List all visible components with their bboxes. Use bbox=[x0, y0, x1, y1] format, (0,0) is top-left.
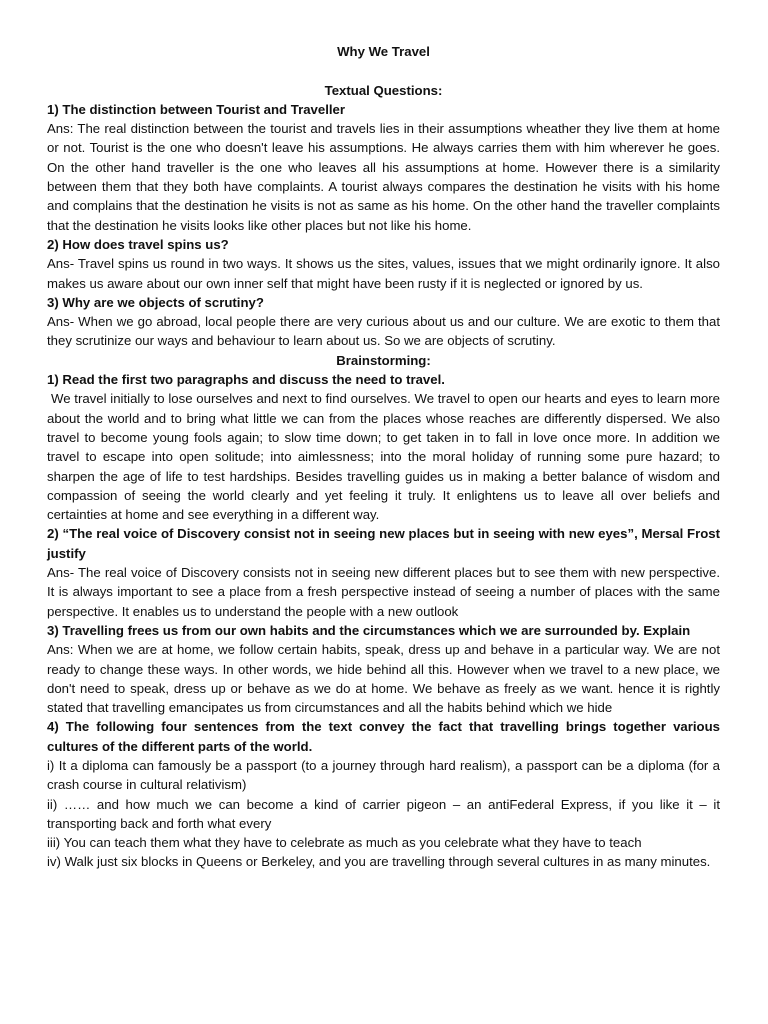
brainstorming-question-2: 2) “The real voice of Discovery consist not in seeing new places but in seeing with new eyes”, Mersal Frost justify bbox=[47, 526, 720, 561]
quote-item-1: i) It a diploma can famously be a passport (to a journey through hard realism), a passport can be a diploma (for a crash course in cultural relativism) bbox=[47, 757, 720, 793]
brainstorming-question-1: 1) Read the first two paragraphs and discuss the need to travel. bbox=[47, 372, 445, 388]
quote-item-2: ii) …… and how much we can become a kind of carrier pigeon – an antiFederal Express, if you like it – it transporting back and forth what every bbox=[47, 796, 720, 831]
document-title: Why We Travel bbox=[337, 44, 430, 59]
brainstorming-answer-3: Ans: When we are at home, we follow certain habits, speak, dress up and behave in a particular way. We are not ready to change these ways. In other words, we hide behind all this. However when we travel to a new place, we don't need to speak, dress up or behave as we do at home. We behave as freely as we want. hence it is rightly stated that travelling emancipates us from circumstances and all the habits behind which we hide bbox=[47, 642, 720, 716]
textual-answer-2: Ans- Travel spins us round in two ways. It shows us the sites, values, issues that we might ordinarily ignore. It also makes us aware about our own inner self that might have been rusty if it is neglected or ignored by us. bbox=[47, 256, 720, 291]
brainstorming-heading: Brainstorming: bbox=[336, 352, 431, 368]
brainstorming-answer-1: We travel initially to lose ourselves and next to find ourselves. We travel to open our hearts and eyes to learn more about the world and to bring what little we can from the places whose reaches are differently dispersed. We also travel to become young fools again; to slow time down; to get taken in to fall in love once more. In addition we travel to escape into open solitude; into aimlessness; into the moral holiday of running some pure hazard; to sharpen the age of life to test hardships. Besides travelling guides us in making a better balance of wisdom and compassion of seeing the world clearly and yet feeling it truly. It enlightens us to leave all over beliefs and certainties at home and see everything in a different way. bbox=[47, 391, 720, 523]
quote-item-3: iii) You can teach them what they have to celebrate as much as you celebrate what they have to teach bbox=[47, 835, 642, 851]
textual-answer-3: Ans- When we go abroad, local people there are very curious about us and our culture. We are exotic to them that they scrutinize our ways and behaviour to learn about us. So we are objects of scrutiny. bbox=[47, 314, 720, 349]
textual-question-2: 2) How does travel spins us? bbox=[47, 236, 229, 252]
textual-answer-1: Ans: The real distinction between the tourist and travels lies in their assumptions wheather they live them at home or not. Tourist is the one who doesn't leave his assumptions. He always carries them with him wherever he goes. On the other hand traveller is the one who leaves all his assumptions at home. However there is a similarity between them that they both have complaints. A tourist always compares the destination he visits with his home and complains that the destination he visits is not as same as his home. On the other hand the traveller complaints that the destination he visits looks like other places but not like his home. bbox=[47, 121, 720, 233]
brainstorming-question-4: 4) The following four sentences from the text convey the fact that travelling brings together various cultures of the different parts of the world. bbox=[47, 719, 720, 754]
brainstorming-question-3: 3) Travelling frees us from our own habits and the circumstances which we are surrounded by. Explain bbox=[47, 622, 691, 638]
quote-item-4: iv) Walk just six blocks in Queens or Berkeley, and you are travelling through several cultures in as many minutes. bbox=[47, 854, 711, 870]
textual-questions-heading: Textual Questions: bbox=[324, 82, 443, 98]
brainstorming-answer-2: Ans- The real voice of Discovery consists not in seeing new different places but to see them with new perspective. It is always important to see a place from a fresh perspective instead of seeing a number of places with the same perspective. It enables us to understand the people with a new outlook bbox=[47, 565, 720, 619]
textual-question-1: 1) The distinction between Tourist and Traveller bbox=[47, 101, 345, 117]
textual-question-3: 3) Why are we objects of scrutiny? bbox=[47, 294, 264, 310]
